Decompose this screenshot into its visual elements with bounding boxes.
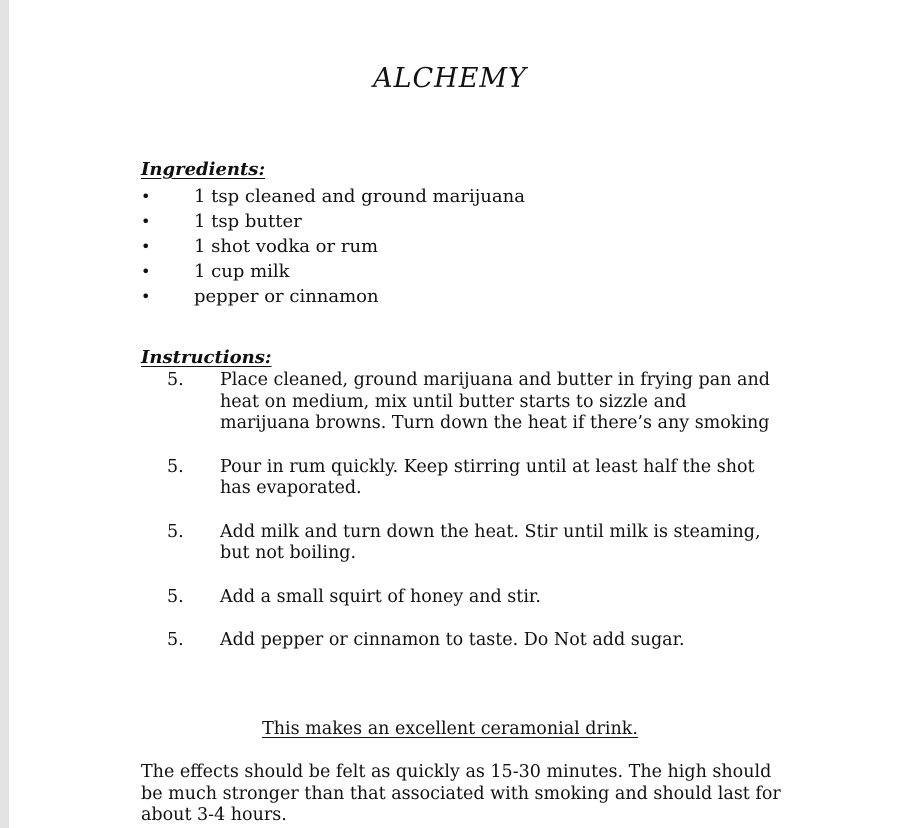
step-text: Pour in rum quickly. Keep stirring until at least half the shot has evaporated. — [220, 456, 755, 498]
instruction-step — [0, 587, 900, 609]
step-number: 5. — [167, 521, 184, 542]
step-text: Add a small squirt of honey and stir. — [220, 586, 541, 607]
ingredient-text: pepper or cinnamon — [194, 286, 379, 307]
ingredient-text: 1 cup milk — [194, 261, 290, 282]
ingredient-item — [0, 260, 900, 285]
step-number: 5. — [167, 370, 184, 390]
ceremonial-note-text: This makes an excellent ceramonial drink. — [262, 719, 638, 739]
instruction-step — [0, 630, 900, 652]
bullet-icon: • — [141, 262, 151, 281]
ingredient-text: 1 tsp butter — [194, 211, 302, 232]
step-number: 5. — [167, 630, 184, 650]
ingredient-text: 1 shot vodka or rum — [194, 236, 379, 257]
instruction-step — [0, 457, 900, 500]
ingredient-item — [0, 210, 900, 235]
instructions-list — [0, 370, 900, 674]
ingredients-list — [0, 185, 900, 307]
bullet-icon: • — [141, 212, 151, 231]
instruction-step — [0, 370, 900, 435]
step-text: Add pepper or cinnamon to taste. Do Not add sugar. — [220, 630, 685, 650]
effects-paragraph: The effects should be felt as quickly as 15-30 minutes. The high should be much stronger than that associated with smoking and should last for about 3-4 hours. — [141, 762, 781, 825]
document-title: ALCHEMY — [373, 63, 527, 94]
step-text: Place cleaned, ground marijuana and butter in frying pan and heat on medium, mix until butter starts to sizzle and marijuana browns. Turn down the heat if there’s any smoking — [220, 370, 770, 433]
instruction-step — [0, 522, 900, 565]
ingredient-item — [0, 235, 900, 260]
ingredients-heading: Ingredients: — [141, 159, 266, 180]
ceremonial-note — [0, 717, 900, 741]
ingredient-item — [0, 285, 900, 307]
bullet-icon: • — [141, 237, 151, 256]
bullet-icon: • — [141, 287, 151, 306]
instructions-heading: Instructions: — [141, 347, 272, 368]
step-number: 5. — [167, 586, 184, 607]
step-text: Add milk and turn down the heat. Stir until milk is steaming, but not boiling. — [220, 521, 761, 563]
ingredient-item — [0, 185, 900, 210]
step-number: 5. — [167, 456, 184, 477]
ingredient-text: 1 tsp cleaned and ground marijuana — [194, 186, 525, 207]
bullet-icon: • — [141, 187, 151, 206]
